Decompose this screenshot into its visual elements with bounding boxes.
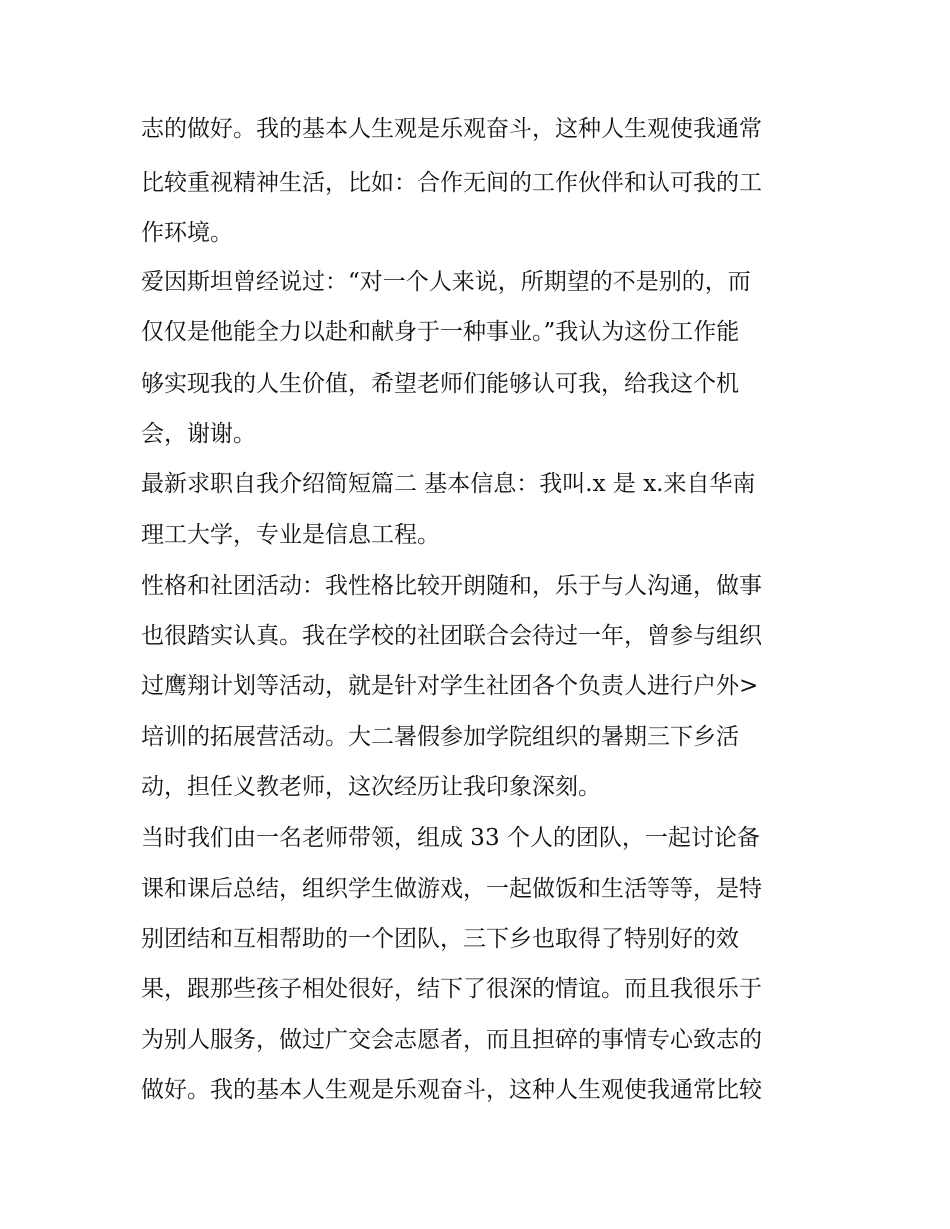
text-line: 为别人服务，做过广交会志愿者，而且担碎的事情专心致志的 bbox=[141, 1027, 762, 1053]
text-line: 当时我们由一名老师带领，组成 33 个人的团队，一起讨论备 bbox=[141, 825, 760, 851]
text-line: 果，跟那些孩子相处很好，结下了很深的情谊。而且我很乐于 bbox=[141, 976, 762, 1002]
text-line: 会，谢谢。 bbox=[141, 421, 256, 447]
text-line: 理工大学，专业是信息工程。 bbox=[141, 522, 440, 548]
text-line: 课和课后总结，组织学生做游戏，一起做饭和生活等等，是特 bbox=[141, 876, 762, 902]
text-line: 作环境。 bbox=[141, 220, 233, 246]
text-line: 爱因斯坦曾经说过：“对一个人来说，所期望的不是别的，而 bbox=[141, 269, 751, 295]
text-line: 性格和社团活动：我性格比较开朗随和，乐于与人沟通，做事 bbox=[141, 573, 762, 599]
text-line: 够实现我的人生价值，希望老师们能够认可我，给我这个机 bbox=[141, 371, 739, 397]
text-line: 过鹰翔计划等活动，就是针对学生社团各个负责人进行户外> bbox=[141, 673, 759, 699]
text-line: 做好。我的基本人生观是乐观奋斗，这种人生观使我通常比较 bbox=[141, 1077, 762, 1103]
text-line: 比较重视精神生活，比如：合作无间的工作伙伴和认可我的工 bbox=[141, 170, 762, 196]
text-line: 动，担任义教老师，这次经历让我印象深刻。 bbox=[141, 774, 601, 800]
text-line: 也很踏实认真。我在学校的社团联合会待过一年，曾参与组织 bbox=[141, 623, 762, 649]
text-line: 别团结和互相帮助的一个团队，三下乡也取得了特别好的效 bbox=[141, 926, 739, 952]
text-line: 仅仅是他能全力以赴和献身于一种事业。”我认为这份工作能 bbox=[141, 319, 740, 345]
text-line: 培训的拓展营活动。大二暑假参加学院组织的暑期三下乡活 bbox=[141, 724, 739, 750]
text-line: 志的做好。我的基本人生观是乐观奋斗，这种人生观使我通常 bbox=[141, 116, 762, 142]
text-line: 最新求职自我介绍简短篇二 基本信息：我叫.x 是 x.来自华南 bbox=[141, 471, 756, 497]
